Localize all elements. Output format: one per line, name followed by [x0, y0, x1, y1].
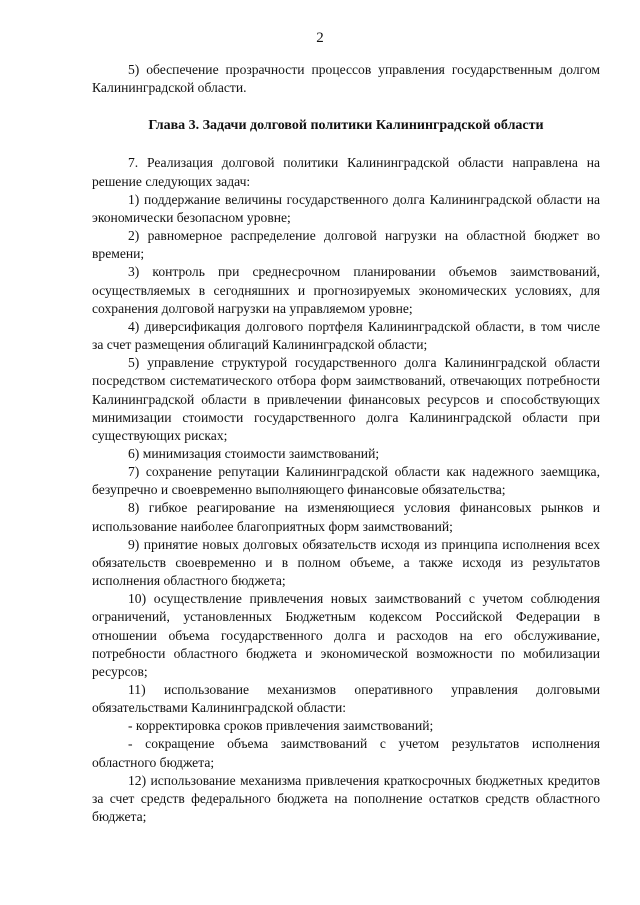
chapter-heading: Глава 3. Задачи долговой политики Калининградской области	[148, 118, 544, 134]
task-1: 1) поддержание величины государственного долга Калининградской области на экономически безопасном уровне;	[92, 191, 600, 225]
page-number: 2	[316, 30, 324, 46]
task-2: 2) равномерное распределение долговой нагрузки на областной бюджет во времени;	[92, 228, 600, 262]
task-12: 12) использование механизма привлечения краткосрочных бюджетных кредитов за счет средств федерального бюджета на пополнение остатков средств областного бюджета;	[92, 772, 600, 825]
task-5: 5) управление структурой государственного долга Калининградской области посредством систематического отбора форм заимствований, отвечающих потребности Калининградской области в привлечении финансовых ресурсов и способствующих минимизации стоимости государственного долга Калининградской области при существующих рисках;	[92, 355, 600, 443]
task-11: 11) использование механизмов оперативного управления долговыми обязательствами Калининградской области:	[92, 682, 600, 716]
paragraph-item-5-transparency: 5) обеспечение прозрачности процессов управления государственным долгом Калининградской области.	[92, 62, 600, 96]
paragraph-7-intro: 7. Реализация долговой политики Калининградской области направлена на решение следующих задач:	[92, 155, 600, 189]
task-7: 7) сохранение репутации Калининградской области как надежного заемщика, безупречно и своевременно выполняющего финансовые обязательства;	[92, 464, 600, 498]
task-10: 10) осуществление привлечения новых заимствований с учетом соблюдения ограничений, установленных Бюджетным кодексом Российской Федерации в отношении объема государственного долга и расходов на его обслуживание, потребности областного бюджета и экономической возможности по мобилизации ресурсов;	[92, 591, 600, 679]
document-body	[92, 61, 600, 826]
task-11-bullet-2: - сокращение объема заимствований с учетом результатов исполнения областного бюджета;	[92, 736, 600, 770]
task-9: 9) принятие новых долговых обязательств исходя из принципа исполнения всех обязательств своевременно и в полном объеме, а также исходя из результатов исполнения областного бюджета;	[92, 536, 600, 589]
task-6: 6) минимизация стоимости заимствований;	[128, 445, 380, 461]
task-11-bullet-1: - корректировка сроков привлечения заимствований;	[128, 718, 434, 734]
task-8: 8) гибкое реагирование на изменяющиеся условия финансовых рынков и использование наиболее благоприятных форм заимствований;	[92, 500, 600, 534]
task-3: 3) контроль при среднесрочном планировании объемов заимствований, осуществляемых в сегодняшних и прогнозируемых экономических условиях, для сохранения долговой нагрузки на управляемом уровне;	[92, 264, 600, 316]
task-4: 4) диверсификация долгового портфеля Калининградской области, в том числе за счет размещения облигаций Калининградской области;	[92, 318, 600, 353]
